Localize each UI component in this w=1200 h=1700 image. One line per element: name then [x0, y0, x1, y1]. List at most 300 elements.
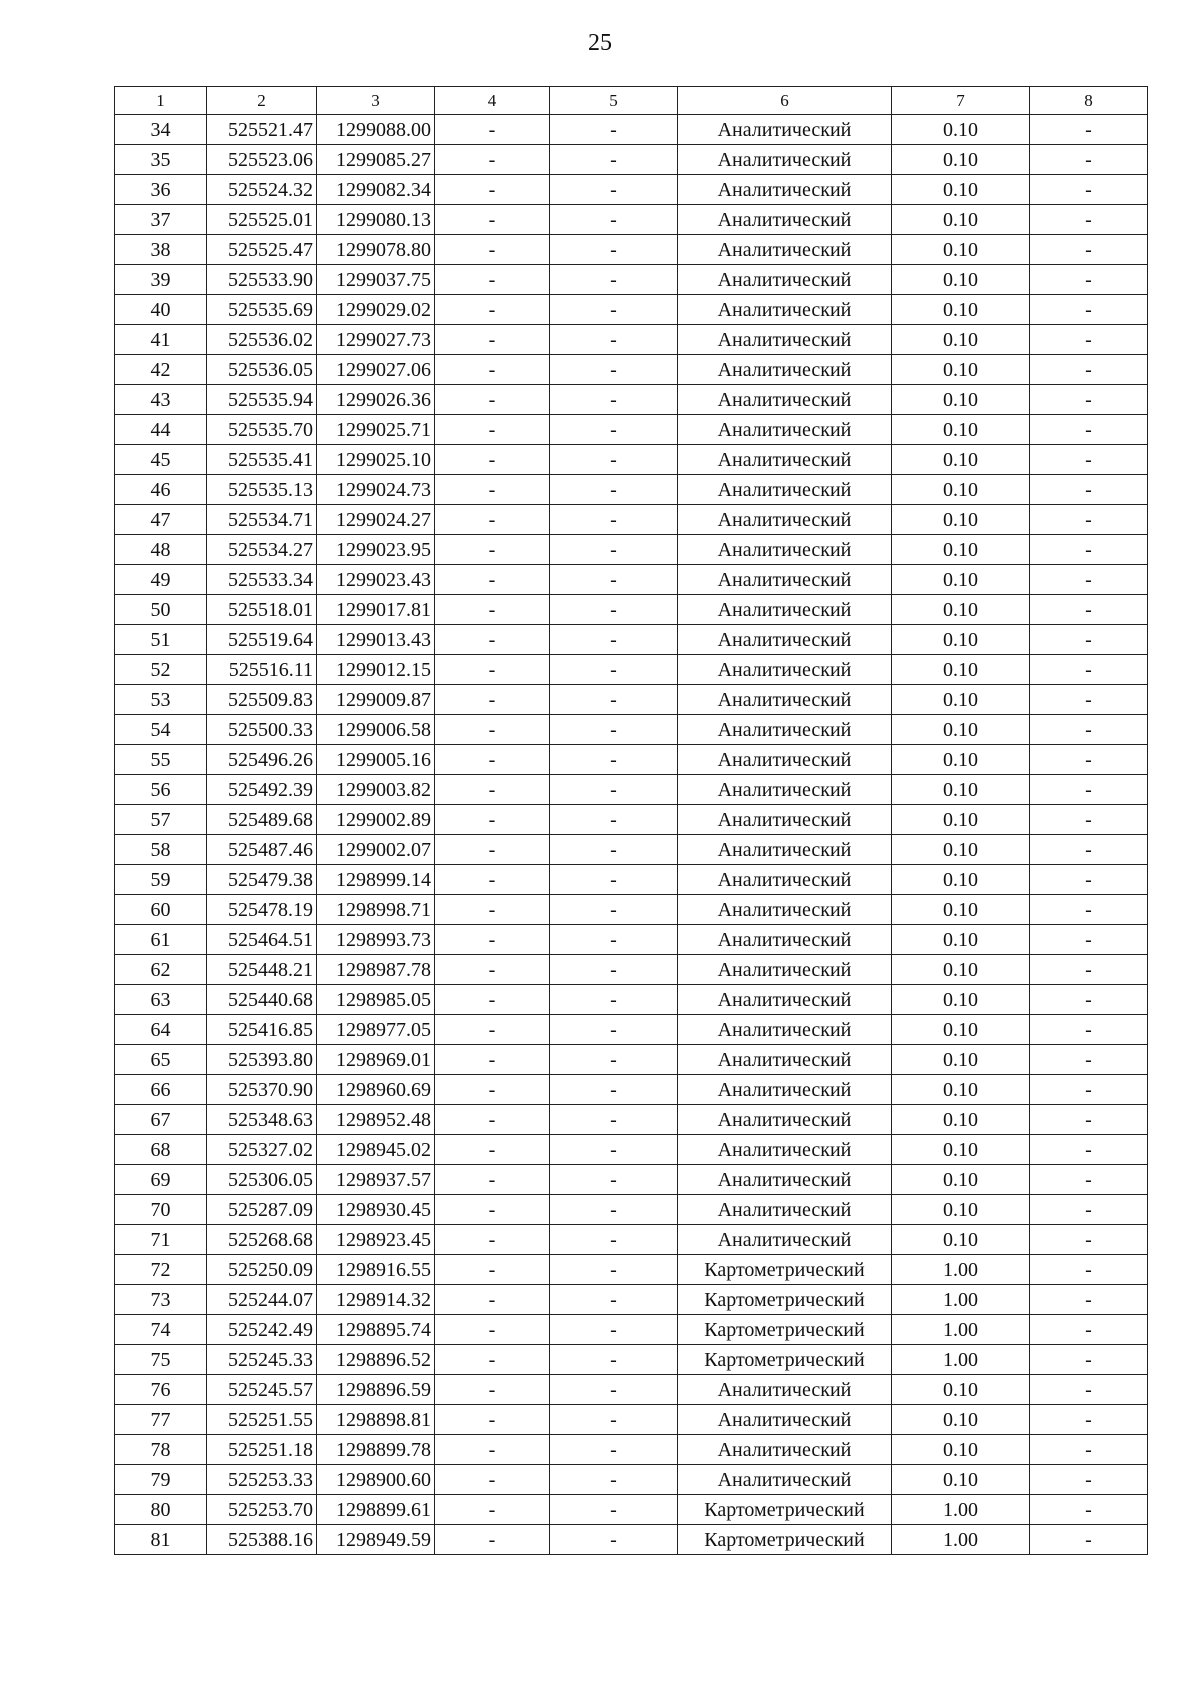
cell-col8-value: - — [1030, 1345, 1148, 1375]
cell-point-number: 79 — [115, 1465, 207, 1495]
cell-col8-value: - — [1030, 805, 1148, 835]
cell-col4-value: - — [435, 505, 550, 535]
cell-coordinate-x: 525242.49 — [207, 1315, 317, 1345]
cell-col4-value: - — [435, 385, 550, 415]
cell-coordinate-y: 1298993.73 — [317, 925, 435, 955]
cell-coordinate-y: 1298977.05 — [317, 1015, 435, 1045]
cell-coordinate-y: 1298998.71 — [317, 895, 435, 925]
cell-col4-value: - — [435, 235, 550, 265]
cell-accuracy: 0.10 — [892, 1045, 1030, 1075]
cell-col5-value: - — [550, 925, 678, 955]
cell-col4-value: - — [435, 955, 550, 985]
cell-point-number: 65 — [115, 1045, 207, 1075]
cell-coordinate-x: 525533.90 — [207, 265, 317, 295]
cell-coordinate-y: 1299017.81 — [317, 595, 435, 625]
cell-method: Аналитический — [678, 1165, 892, 1195]
cell-col8-value: - — [1030, 475, 1148, 505]
cell-point-number: 38 — [115, 235, 207, 265]
cell-coordinate-y: 1298895.74 — [317, 1315, 435, 1345]
cell-col4-value: - — [435, 715, 550, 745]
cell-accuracy: 0.10 — [892, 535, 1030, 565]
table-row — [115, 865, 1148, 895]
cell-col5-value: - — [550, 955, 678, 985]
table-row — [115, 415, 1148, 445]
cell-coordinate-y: 1299023.95 — [317, 535, 435, 565]
cell-col5-value: - — [550, 415, 678, 445]
cell-col5-value: - — [550, 865, 678, 895]
cell-coordinate-y: 1298999.14 — [317, 865, 435, 895]
cell-col5-value: - — [550, 475, 678, 505]
cell-col5-value: - — [550, 1165, 678, 1195]
cell-point-number: 37 — [115, 205, 207, 235]
cell-coordinate-x: 525534.71 — [207, 505, 317, 535]
cell-coordinate-y: 1298899.78 — [317, 1435, 435, 1465]
cell-method: Аналитический — [678, 835, 892, 865]
cell-col5-value: - — [550, 205, 678, 235]
cell-col4-value: - — [435, 1525, 550, 1555]
cell-accuracy: 0.10 — [892, 1195, 1030, 1225]
cell-col5-value: - — [550, 1255, 678, 1285]
cell-accuracy: 0.10 — [892, 265, 1030, 295]
cell-point-number: 59 — [115, 865, 207, 895]
cell-method: Картометрический — [678, 1285, 892, 1315]
cell-accuracy: 0.10 — [892, 1225, 1030, 1255]
cell-col8-value: - — [1030, 685, 1148, 715]
cell-point-number: 74 — [115, 1315, 207, 1345]
cell-point-number: 39 — [115, 265, 207, 295]
cell-coordinate-x: 525245.57 — [207, 1375, 317, 1405]
cell-col5-value: - — [550, 1285, 678, 1315]
cell-col8-value: - — [1030, 1105, 1148, 1135]
cell-point-number: 60 — [115, 895, 207, 925]
cell-col8-value: - — [1030, 1405, 1148, 1435]
cell-point-number: 77 — [115, 1405, 207, 1435]
cell-method: Аналитический — [678, 925, 892, 955]
cell-col8-value: - — [1030, 1495, 1148, 1525]
cell-coordinate-y: 1299085.27 — [317, 145, 435, 175]
table-row — [115, 1105, 1148, 1135]
cell-method: Аналитический — [678, 1405, 892, 1435]
cell-method: Аналитический — [678, 1435, 892, 1465]
cell-col5-value: - — [550, 775, 678, 805]
cell-point-number: 80 — [115, 1495, 207, 1525]
cell-accuracy: 0.10 — [892, 625, 1030, 655]
cell-col8-value: - — [1030, 625, 1148, 655]
cell-col8-value: - — [1030, 835, 1148, 865]
cell-col5-value: - — [550, 1495, 678, 1525]
column-header-2: 2 — [207, 87, 317, 115]
cell-coordinate-x: 525496.26 — [207, 745, 317, 775]
cell-method: Аналитический — [678, 475, 892, 505]
cell-col4-value: - — [435, 1225, 550, 1255]
cell-coordinate-y: 1299080.13 — [317, 205, 435, 235]
cell-col8-value: - — [1030, 535, 1148, 565]
cell-col8-value: - — [1030, 1255, 1148, 1285]
table-row — [115, 655, 1148, 685]
cell-point-number: 45 — [115, 445, 207, 475]
cell-col4-value: - — [435, 265, 550, 295]
cell-coordinate-y: 1299078.80 — [317, 235, 435, 265]
cell-col5-value: - — [550, 445, 678, 475]
cell-coordinate-y: 1298914.32 — [317, 1285, 435, 1315]
table-row — [115, 1225, 1148, 1255]
cell-col4-value: - — [435, 655, 550, 685]
cell-coordinate-x: 525500.33 — [207, 715, 317, 745]
cell-coordinate-x: 525489.68 — [207, 805, 317, 835]
cell-method: Аналитический — [678, 415, 892, 445]
table-row — [115, 1405, 1148, 1435]
cell-method: Аналитический — [678, 985, 892, 1015]
cell-coordinate-y: 1298960.69 — [317, 1075, 435, 1105]
cell-coordinate-x: 525535.94 — [207, 385, 317, 415]
cell-col4-value: - — [435, 415, 550, 445]
cell-col5-value: - — [550, 535, 678, 565]
cell-accuracy: 0.10 — [892, 1075, 1030, 1105]
cell-method: Аналитический — [678, 115, 892, 145]
cell-method: Картометрический — [678, 1525, 892, 1555]
cell-coordinate-x: 525253.33 — [207, 1465, 317, 1495]
cell-col8-value: - — [1030, 205, 1148, 235]
cell-coordinate-x: 525521.47 — [207, 115, 317, 145]
cell-point-number: 44 — [115, 415, 207, 445]
cell-point-number: 61 — [115, 925, 207, 955]
cell-col4-value: - — [435, 1345, 550, 1375]
cell-col5-value: - — [550, 745, 678, 775]
cell-col4-value: - — [435, 1405, 550, 1435]
table-row — [115, 1255, 1148, 1285]
cell-point-number: 40 — [115, 295, 207, 325]
cell-point-number: 36 — [115, 175, 207, 205]
cell-col5-value: - — [550, 1045, 678, 1075]
cell-coordinate-x: 525516.11 — [207, 655, 317, 685]
cell-accuracy: 0.10 — [892, 1105, 1030, 1135]
cell-coordinate-y: 1299002.89 — [317, 805, 435, 835]
cell-coordinate-y: 1299013.43 — [317, 625, 435, 655]
cell-col4-value: - — [435, 805, 550, 835]
table-row — [115, 1015, 1148, 1045]
cell-point-number: 81 — [115, 1525, 207, 1555]
cell-coordinate-x: 525268.68 — [207, 1225, 317, 1255]
cell-coordinate-y: 1299005.16 — [317, 745, 435, 775]
cell-coordinate-x: 525287.09 — [207, 1195, 317, 1225]
cell-point-number: 63 — [115, 985, 207, 1015]
cell-col8-value: - — [1030, 175, 1148, 205]
cell-col5-value: - — [550, 505, 678, 535]
cell-col5-value: - — [550, 595, 678, 625]
cell-point-number: 35 — [115, 145, 207, 175]
table-row — [115, 985, 1148, 1015]
cell-accuracy: 1.00 — [892, 1345, 1030, 1375]
cell-accuracy: 0.10 — [892, 655, 1030, 685]
cell-method: Аналитический — [678, 1195, 892, 1225]
cell-coordinate-y: 1298916.55 — [317, 1255, 435, 1285]
cell-col5-value: - — [550, 1315, 678, 1345]
cell-method: Аналитический — [678, 1075, 892, 1105]
cell-col5-value: - — [550, 1435, 678, 1465]
cell-col8-value: - — [1030, 325, 1148, 355]
cell-coordinate-x: 525535.13 — [207, 475, 317, 505]
cell-col4-value: - — [435, 1135, 550, 1165]
cell-coordinate-y: 1299088.00 — [317, 115, 435, 145]
cell-accuracy: 0.10 — [892, 1165, 1030, 1195]
column-header-7: 7 — [892, 87, 1030, 115]
cell-point-number: 50 — [115, 595, 207, 625]
cell-accuracy: 0.10 — [892, 505, 1030, 535]
cell-col5-value: - — [550, 115, 678, 145]
cell-accuracy: 0.10 — [892, 1435, 1030, 1465]
cell-col4-value: - — [435, 205, 550, 235]
cell-accuracy: 0.10 — [892, 685, 1030, 715]
cell-col5-value: - — [550, 805, 678, 835]
cell-accuracy: 0.10 — [892, 1375, 1030, 1405]
cell-coordinate-y: 1299027.73 — [317, 325, 435, 355]
cell-method: Аналитический — [678, 1225, 892, 1255]
cell-accuracy: 0.10 — [892, 145, 1030, 175]
cell-col8-value: - — [1030, 955, 1148, 985]
column-header-1: 1 — [115, 87, 207, 115]
cell-method: Аналитический — [678, 1045, 892, 1075]
cell-point-number: 66 — [115, 1075, 207, 1105]
cell-col4-value: - — [435, 925, 550, 955]
cell-coordinate-y: 1299023.43 — [317, 565, 435, 595]
cell-accuracy: 0.10 — [892, 775, 1030, 805]
cell-col4-value: - — [435, 1435, 550, 1465]
cell-accuracy: 0.10 — [892, 805, 1030, 835]
cell-accuracy: 0.10 — [892, 355, 1030, 385]
cell-coordinate-y: 1299009.87 — [317, 685, 435, 715]
cell-col4-value: - — [435, 1165, 550, 1195]
cell-col4-value: - — [435, 1195, 550, 1225]
cell-coordinate-y: 1299024.73 — [317, 475, 435, 505]
cell-coordinate-x: 525533.34 — [207, 565, 317, 595]
table-row — [115, 1345, 1148, 1375]
cell-accuracy: 0.10 — [892, 895, 1030, 925]
cell-point-number: 58 — [115, 835, 207, 865]
cell-accuracy: 0.10 — [892, 205, 1030, 235]
table-row — [115, 1465, 1148, 1495]
cell-point-number: 48 — [115, 535, 207, 565]
cell-col5-value: - — [550, 655, 678, 685]
cell-coordinate-y: 1298945.02 — [317, 1135, 435, 1165]
cell-point-number: 43 — [115, 385, 207, 415]
cell-col8-value: - — [1030, 505, 1148, 535]
cell-col8-value: - — [1030, 925, 1148, 955]
cell-col8-value: - — [1030, 565, 1148, 595]
cell-point-number: 71 — [115, 1225, 207, 1255]
cell-accuracy: 0.10 — [892, 1015, 1030, 1045]
cell-coordinate-y: 1298899.61 — [317, 1495, 435, 1525]
cell-col5-value: - — [550, 565, 678, 595]
cell-method: Картометрический — [678, 1345, 892, 1375]
cell-coordinate-y: 1299029.02 — [317, 295, 435, 325]
table-row — [115, 115, 1148, 145]
cell-col8-value: - — [1030, 1435, 1148, 1465]
cell-method: Аналитический — [678, 205, 892, 235]
table-row — [115, 1375, 1148, 1405]
cell-coordinate-y: 1299026.36 — [317, 385, 435, 415]
cell-accuracy: 0.10 — [892, 955, 1030, 985]
cell-col8-value: - — [1030, 1165, 1148, 1195]
cell-point-number: 76 — [115, 1375, 207, 1405]
cell-col5-value: - — [550, 265, 678, 295]
cell-coordinate-x: 525479.38 — [207, 865, 317, 895]
cell-col8-value: - — [1030, 1195, 1148, 1225]
cell-col5-value: - — [550, 1195, 678, 1225]
cell-col4-value: - — [435, 595, 550, 625]
cell-accuracy: 1.00 — [892, 1255, 1030, 1285]
cell-col4-value: - — [435, 1105, 550, 1135]
cell-col5-value: - — [550, 1105, 678, 1135]
cell-coordinate-x: 525388.16 — [207, 1525, 317, 1555]
cell-coordinate-y: 1298952.48 — [317, 1105, 435, 1135]
cell-accuracy: 0.10 — [892, 1465, 1030, 1495]
cell-point-number: 46 — [115, 475, 207, 505]
cell-point-number: 69 — [115, 1165, 207, 1195]
cell-accuracy: 1.00 — [892, 1315, 1030, 1345]
cell-col5-value: - — [550, 175, 678, 205]
cell-point-number: 67 — [115, 1105, 207, 1135]
cell-coordinate-x: 525327.02 — [207, 1135, 317, 1165]
cell-coordinate-x: 525492.39 — [207, 775, 317, 805]
cell-method: Картометрический — [678, 1255, 892, 1285]
cell-method: Аналитический — [678, 865, 892, 895]
cell-col4-value: - — [435, 745, 550, 775]
table-row — [115, 145, 1148, 175]
cell-accuracy: 0.10 — [892, 295, 1030, 325]
cell-accuracy: 1.00 — [892, 1525, 1030, 1555]
cell-coordinate-y: 1299027.06 — [317, 355, 435, 385]
cell-col8-value: - — [1030, 385, 1148, 415]
cell-coordinate-y: 1298930.45 — [317, 1195, 435, 1225]
cell-col5-value: - — [550, 1375, 678, 1405]
cell-coordinate-y: 1298969.01 — [317, 1045, 435, 1075]
cell-point-number: 49 — [115, 565, 207, 595]
cell-col4-value: - — [435, 685, 550, 715]
cell-point-number: 75 — [115, 1345, 207, 1375]
cell-col5-value: - — [550, 985, 678, 1015]
table-row — [115, 505, 1148, 535]
table-row — [115, 625, 1148, 655]
table-row — [115, 1165, 1148, 1195]
cell-col8-value: - — [1030, 865, 1148, 895]
cell-col5-value: - — [550, 1135, 678, 1165]
cell-col4-value: - — [435, 1315, 550, 1345]
cell-col5-value: - — [550, 1225, 678, 1255]
column-header-5: 5 — [550, 87, 678, 115]
cell-col8-value: - — [1030, 595, 1148, 625]
cell-point-number: 42 — [115, 355, 207, 385]
cell-col4-value: - — [435, 1465, 550, 1495]
cell-coordinate-x: 525536.02 — [207, 325, 317, 355]
cell-point-number: 56 — [115, 775, 207, 805]
cell-col8-value: - — [1030, 1135, 1148, 1165]
cell-col5-value: - — [550, 715, 678, 745]
cell-col5-value: - — [550, 625, 678, 655]
cell-col4-value: - — [435, 835, 550, 865]
cell-point-number: 47 — [115, 505, 207, 535]
cell-method: Аналитический — [678, 1375, 892, 1405]
cell-coordinate-y: 1299003.82 — [317, 775, 435, 805]
cell-method: Аналитический — [678, 265, 892, 295]
cell-coordinate-y: 1299006.58 — [317, 715, 435, 745]
cell-method: Аналитический — [678, 625, 892, 655]
cell-col8-value: - — [1030, 1015, 1148, 1045]
table-row — [115, 295, 1148, 325]
column-header-4: 4 — [435, 87, 550, 115]
table-row — [115, 1135, 1148, 1165]
cell-point-number: 41 — [115, 325, 207, 355]
cell-col8-value: - — [1030, 985, 1148, 1015]
cell-col8-value: - — [1030, 745, 1148, 775]
cell-coordinate-x: 525306.05 — [207, 1165, 317, 1195]
cell-col4-value: - — [435, 565, 550, 595]
cell-point-number: 55 — [115, 745, 207, 775]
cell-point-number: 72 — [115, 1255, 207, 1285]
table-row — [115, 1315, 1148, 1345]
table-header — [115, 87, 1148, 115]
table-row — [115, 1285, 1148, 1315]
table-row — [115, 835, 1148, 865]
cell-col5-value: - — [550, 1345, 678, 1375]
table-row — [115, 1525, 1148, 1555]
cell-col5-value: - — [550, 685, 678, 715]
table-row — [115, 1195, 1148, 1225]
cell-coordinate-x: 525440.68 — [207, 985, 317, 1015]
cell-coordinate-y: 1298900.60 — [317, 1465, 435, 1495]
cell-coordinate-y: 1298949.59 — [317, 1525, 435, 1555]
cell-accuracy: 0.10 — [892, 385, 1030, 415]
cell-col8-value: - — [1030, 1375, 1148, 1405]
cell-col4-value: - — [435, 325, 550, 355]
cell-col8-value: - — [1030, 235, 1148, 265]
cell-method: Аналитический — [678, 775, 892, 805]
cell-accuracy: 0.10 — [892, 475, 1030, 505]
cell-col8-value: - — [1030, 1465, 1148, 1495]
cell-coordinate-x: 525251.18 — [207, 1435, 317, 1465]
table-row — [115, 1075, 1148, 1105]
cell-coordinate-y: 1298898.81 — [317, 1405, 435, 1435]
cell-col8-value: - — [1030, 115, 1148, 145]
cell-method: Картометрический — [678, 1495, 892, 1525]
cell-accuracy: 0.10 — [892, 835, 1030, 865]
cell-method: Аналитический — [678, 385, 892, 415]
cell-method: Аналитический — [678, 715, 892, 745]
cell-method: Аналитический — [678, 1015, 892, 1045]
cell-coordinate-x: 525525.47 — [207, 235, 317, 265]
table-row — [115, 745, 1148, 775]
table-row — [115, 565, 1148, 595]
cell-col4-value: - — [435, 1285, 550, 1315]
cell-col4-value: - — [435, 865, 550, 895]
table-row — [115, 895, 1148, 925]
cell-accuracy: 0.10 — [892, 175, 1030, 205]
cell-coordinate-x: 525535.69 — [207, 295, 317, 325]
cell-col5-value: - — [550, 1405, 678, 1435]
table-row — [115, 685, 1148, 715]
cell-point-number: 52 — [115, 655, 207, 685]
cell-coordinate-x: 525464.51 — [207, 925, 317, 955]
cell-accuracy: 0.10 — [892, 985, 1030, 1015]
cell-method: Аналитический — [678, 685, 892, 715]
cell-method: Аналитический — [678, 1105, 892, 1135]
cell-col4-value: - — [435, 175, 550, 205]
cell-col4-value: - — [435, 1045, 550, 1075]
table-row — [115, 805, 1148, 835]
cell-col5-value: - — [550, 355, 678, 385]
cell-col4-value: - — [435, 985, 550, 1015]
cell-coordinate-x: 525245.33 — [207, 1345, 317, 1375]
cell-coordinate-y: 1298937.57 — [317, 1165, 435, 1195]
